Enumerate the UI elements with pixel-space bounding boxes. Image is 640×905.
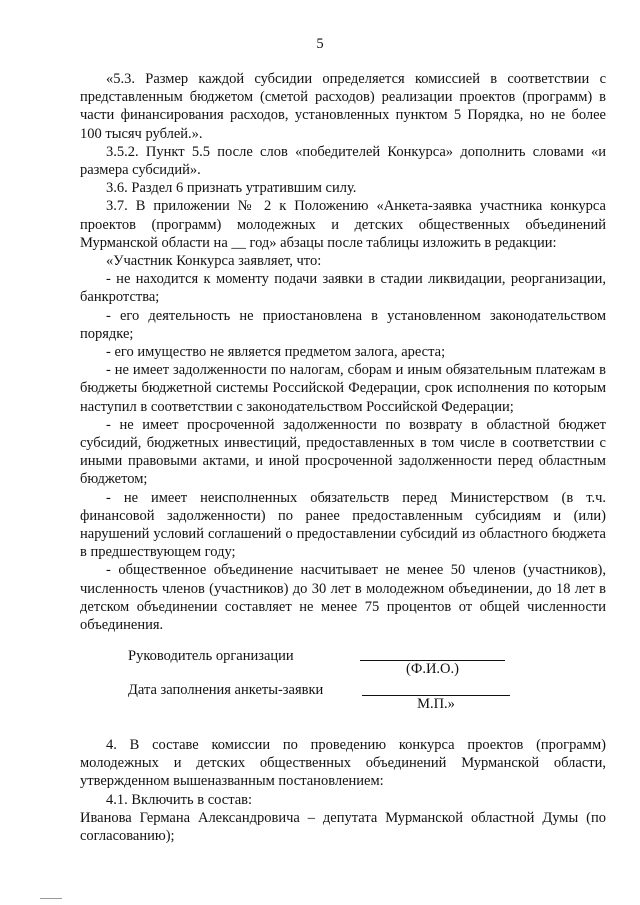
amendments-section (80, 736, 606, 845)
list-item-not-suspended: - его деятельность не приостановлена в установленном законодательством порядке; (80, 307, 606, 342)
paragraph-4: 4. В составе комиссии по проведению конкурса проектов (программ) молодежных и детских общественных объединений Мурманской области, утвержденном вышеназванным постановлением: (80, 737, 606, 790)
footer-mark (40, 898, 62, 899)
paragraph-4-1: 4.1. Включить в состав: (106, 791, 253, 808)
list-item-no-tax-debt: - не имеет задолженности по налогам, сборам и иным обязательным платежам в бюджеты бюджетной системы Российской Федерации, срок исполнения по которым наступил в соответствии с законодательством Российской Федерации; (80, 362, 606, 415)
paragraph-ivanov: Иванова Германа Александровича – депутата Мурманской областной Думы (по согласованию); (80, 809, 606, 845)
paragraph-5-3: «5.3. Размер каждой субсидии определяется комиссией в соответствии с представленным бюджетом (сметой расходов) реализации проектов (программ) в части финансирования расходов, установленных пунктом 5 Порядка, но не более 100 тысяч рублей.». (80, 71, 606, 142)
list-item-no-liquidation: - не находится к моменту подачи заявки в стадии ликвидации, реорганизации, банкротства; (80, 271, 606, 306)
list-item-no-obligations: - не имеет неисполненных обязательств перед Министерством (в т.ч. финансовой задолженности) по ранее предоставленным субсидиям и (или) нарушений условий соглашений о предоставлении субсидий из областного бюджета в предшествующем году; (80, 489, 606, 561)
paragraph-declaration-intro: «Участник Конкурса заявляет, что: (106, 253, 322, 270)
head-label: Руководитель организации (128, 648, 294, 664)
list-item-member-count: - общественное объединение насчитывает не менее 50 членов (участников), численность членов (участников) до 30 лет в молодежном объединении, до 18 лет в детском объединении составляет не менее 75 процентов от общей численности объединения. (80, 562, 606, 634)
paragraph-3-6: 3.6. Раздел 6 признать утратившим силу. (106, 180, 357, 197)
mp-caption: М.П.» (417, 696, 455, 712)
paragraph-3-7: 3.7. В приложении № 2 к Положению «Анкета-заявка участника конкурса проектов (программ) молодежных и детских общественных объединений Мурманской области на __ год» абзацы после таблицы изложить в редакции: (80, 198, 606, 251)
page-number: 5 (316, 36, 324, 52)
document-body (80, 70, 606, 634)
list-item-no-overdue-debt: - не имеет просроченной задолженности по возврату в областной бюджет субсидий, бюджетных инвестиций, предоставленных в том числе в соответствии с иными правовыми актами, и иной просроченной задолженности перед областным бюджетом; (80, 416, 606, 488)
list-item-no-pledge: - его имущество не является предметом залога, ареста; (106, 344, 446, 361)
signature-block (80, 648, 606, 716)
fio-caption: (Ф.И.О.) (406, 661, 459, 677)
date-label: Дата заполнения анкеты-заявки (128, 682, 324, 698)
paragraph-3-5-2: 3.5.2. Пункт 5.5 после слов «победителей Конкурса» дополнить словами «и размера субсидий». (80, 143, 606, 179)
